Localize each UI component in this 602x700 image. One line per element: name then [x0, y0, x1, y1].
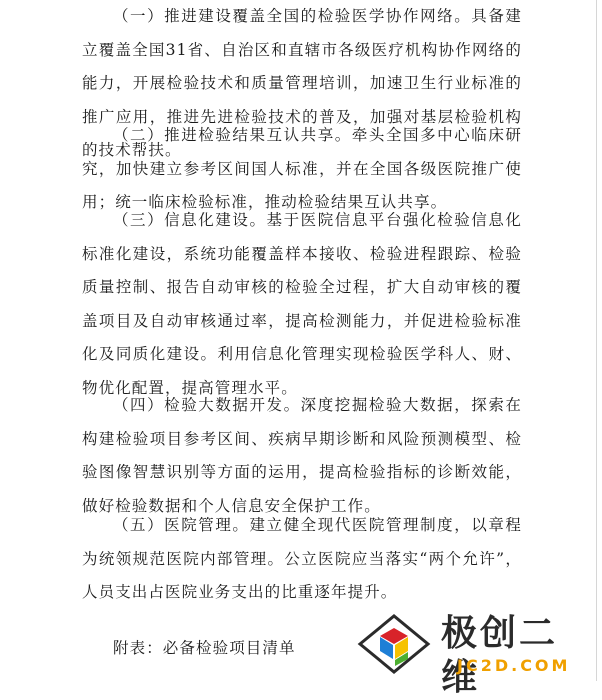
- watermark: [354, 610, 594, 698]
- paragraph-hospital-management: （五）医院管理。建立健全现代医院管理制度，以章程为统领规范医院内部管理。公立医院应当落实“两个允许”，人员支出占医院业务支出的比重逐年提升。: [82, 516, 522, 601]
- paragraph-network: （一）推进建设覆盖全国的检验医学协作网络。具备建立覆盖全国31省、自治区和直辖市各级医疗机构协作网络的能力，开展检验技术和质量管理培训，加速卫生行业标准的推广应用，推进先进检验技术的普及，加强对基层检验机构的技术帮扶。: [82, 7, 522, 159]
- page-border-line: [596, 0, 597, 681]
- paragraph-result-sharing: （二）推进检验结果互认共享。牵头全国多中心临床研究，加快建立参考区间国人标准，并在全国各级医院推广使用；统一临床检验标准，推动检验结果互认共享。: [82, 126, 522, 211]
- paragraph-big-data: （四）检验大数据开发。深度挖掘检验大数据，探索在构建检验项目参考区间、疾病早期诊断和风险预测模型、检验图像智慧识别等方面的运用，提高检验指标的诊断效能，做好检验数据和个人信息安全保护工作。: [82, 396, 522, 515]
- paragraph-informatization: （三）信息化建设。基于医院信息平台强化检验信息化标准化建设，系统功能覆盖样本接收、检验进程跟踪、检验质量控制、报告自动审核的检验全过程，扩大自动审核的覆盖项目及自动审核通过率，提高检测能力，并促进检验标准化及同质化建设。利用信息化管理实现检验医学科人、财、物优化配置，提高管理水平。: [82, 211, 522, 397]
- cube-icon: [354, 610, 434, 678]
- watermark-name: 极创二维: [441, 613, 559, 698]
- watermark-url: JC2D.COM: [457, 656, 571, 675]
- appendix-note: 附表：必备检验项目清单: [113, 639, 296, 657]
